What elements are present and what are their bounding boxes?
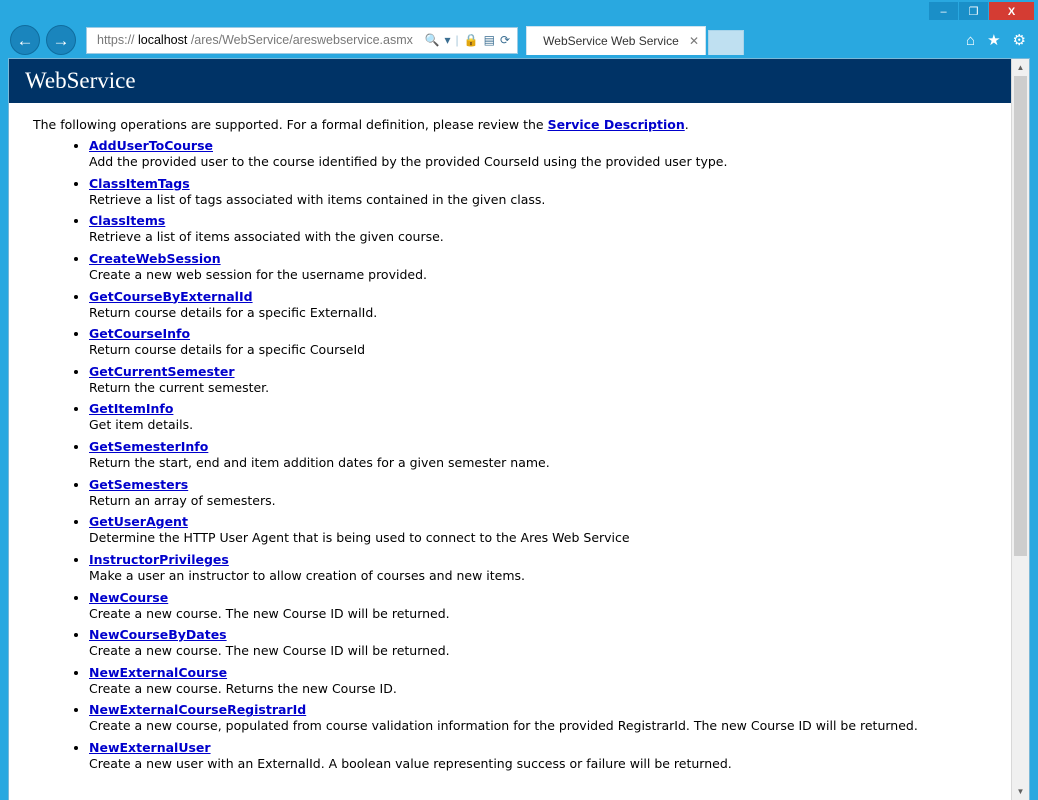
list-item: [89, 665, 991, 697]
operation-description: Return the current semester.: [89, 379, 270, 395]
intro-paragraph: [33, 117, 991, 132]
list-item: [89, 364, 991, 396]
operation-link[interactable]: NewExternalCourse: [89, 664, 228, 680]
operation-description: Retrieve a list of items associated with the given course.: [89, 229, 444, 245]
operation-link[interactable]: NewCourseByDates: [89, 627, 227, 643]
list-item: [89, 477, 991, 509]
operation-link[interactable]: NewExternalUser: [89, 740, 211, 755]
title-bar: [0, 0, 1038, 22]
operation-description: Create a new course. The new Course ID will be returned.: [89, 643, 450, 659]
list-item: [89, 702, 991, 734]
gear-icon[interactable]: ⚙: [1012, 31, 1026, 49]
operation-link[interactable]: AddUserToCourse: [89, 138, 213, 153]
operation-link[interactable]: GetSemesterInfo: [89, 439, 209, 454]
operation-link[interactable]: NewCourse: [89, 589, 169, 605]
operation-link[interactable]: GetSemesters: [89, 476, 189, 492]
operation-description: Return course details for a specific CourseId: [89, 342, 366, 358]
operation-link[interactable]: ClassItems: [89, 213, 166, 229]
list-item: [89, 552, 991, 584]
operation-description: Return an array of semesters.: [89, 492, 276, 508]
list-item: [89, 740, 991, 772]
list-item: [89, 176, 991, 208]
list-item: [89, 138, 991, 170]
operation-link[interactable]: InstructorPrivileges: [89, 551, 229, 567]
favorites-icon[interactable]: ★: [987, 31, 1001, 49]
nav-arrow-group: [10, 25, 76, 55]
operation-link[interactable]: GetUserAgent: [89, 514, 188, 530]
service-description-link[interactable]: Service Description: [547, 117, 685, 132]
list-item: [89, 590, 991, 622]
list-item: [89, 213, 991, 245]
list-item: [89, 401, 991, 433]
operation-description: Create a new user with an ExternalId. A boolean value representing success or failure will be returned.: [89, 756, 732, 771]
page-body: [9, 103, 1011, 798]
home-icon[interactable]: ⌂: [966, 31, 976, 49]
address-icon-group: [425, 33, 513, 47]
page-content: [9, 59, 1011, 800]
forward-icon[interactable]: →: [46, 25, 76, 55]
operation-description: Make a user an instructor to allow creation of courses and new items.: [89, 567, 526, 583]
compatibility-view-icon[interactable]: ▤: [483, 33, 495, 47]
operation-link[interactable]: CreateWebSession: [89, 250, 221, 266]
chevron-down-icon[interactable]: ▾: [444, 33, 451, 47]
minimize-button[interactable]: –: [929, 2, 958, 20]
tab-webservice[interactable]: [526, 26, 706, 55]
close-icon[interactable]: ✕: [688, 34, 699, 48]
scroll-up-icon[interactable]: ▲: [1012, 59, 1029, 76]
scrollbar-track[interactable]: [1012, 76, 1029, 783]
operation-description: Return course details for a specific ExternalId.: [89, 304, 378, 320]
operation-link[interactable]: GetCourseByExternalId: [89, 288, 253, 304]
operation-description: Determine the HTTP User Agent that is being used to connect to the Ares Web Service: [89, 530, 630, 546]
search-icon[interactable]: 🔍: [424, 33, 440, 47]
new-tab-button[interactable]: [708, 30, 744, 55]
operation-description: Add the provided user to the course identified by the provided CourseId using the provided user type.: [89, 154, 728, 169]
refresh-icon[interactable]: ⟳: [499, 33, 510, 47]
list-item: [89, 439, 991, 471]
operation-link[interactable]: ClassItemTags: [89, 175, 190, 191]
scroll-down-icon[interactable]: ▼: [1012, 783, 1029, 800]
operation-description: Create a new course. The new Course ID will be returned.: [89, 605, 450, 621]
tab-label: WebService Web Service: [543, 34, 679, 48]
list-item: [89, 627, 991, 659]
operation-description: Retrieve a list of tags associated with items contained in the given class.: [89, 191, 546, 207]
list-item: [89, 326, 991, 358]
tab-strip: [526, 25, 744, 55]
list-item: [89, 251, 991, 283]
address-input[interactable]: [87, 33, 425, 47]
operation-description: Create a new course, populated from course validation information for the provided RegistrarId. The new Course ID will be returned.: [89, 718, 918, 734]
list-item: [89, 289, 991, 321]
list-item: [89, 514, 991, 546]
close-button[interactable]: X: [989, 2, 1034, 20]
operation-description: Create a new web session for the username provided.: [89, 266, 427, 282]
operation-link[interactable]: GetItemInfo: [89, 401, 174, 417]
operation-link[interactable]: GetCurrentSemester: [89, 363, 235, 379]
url-scheme: https://: [97, 33, 138, 47]
page-banner: [9, 59, 1011, 103]
operation-link[interactable]: GetCourseInfo: [89, 326, 191, 342]
maximize-button[interactable]: ❐: [959, 2, 988, 20]
operation-description: Return the start, end and item addition dates for a given semester name.: [89, 455, 550, 470]
intro-text-after: .: [684, 117, 689, 132]
back-icon[interactable]: ←: [10, 25, 40, 55]
icon-divider: |: [455, 33, 459, 47]
operation-link[interactable]: NewExternalCourseRegistrarId: [89, 702, 307, 718]
navigation-bar: [0, 22, 1038, 58]
page-viewport: [8, 58, 1030, 800]
url-host: localhost: [138, 33, 188, 47]
scrollbar-thumb[interactable]: [1014, 76, 1027, 556]
vertical-scrollbar[interactable]: [1011, 59, 1029, 800]
operation-description: Create a new course. Returns the new Course ID.: [89, 680, 397, 696]
operations-list: [33, 138, 991, 772]
address-bar[interactable]: [86, 27, 518, 54]
operation-description: Get item details.: [89, 417, 194, 433]
url-path: /ares/WebService/areswebservice.asmx: [187, 33, 413, 47]
intro-text-before: The following operations are supported. For a formal definition, please review the: [33, 117, 548, 132]
lock-icon[interactable]: 🔒: [463, 33, 479, 47]
toolbar-right: [966, 33, 1030, 48]
page-title: WebService: [25, 68, 136, 93]
